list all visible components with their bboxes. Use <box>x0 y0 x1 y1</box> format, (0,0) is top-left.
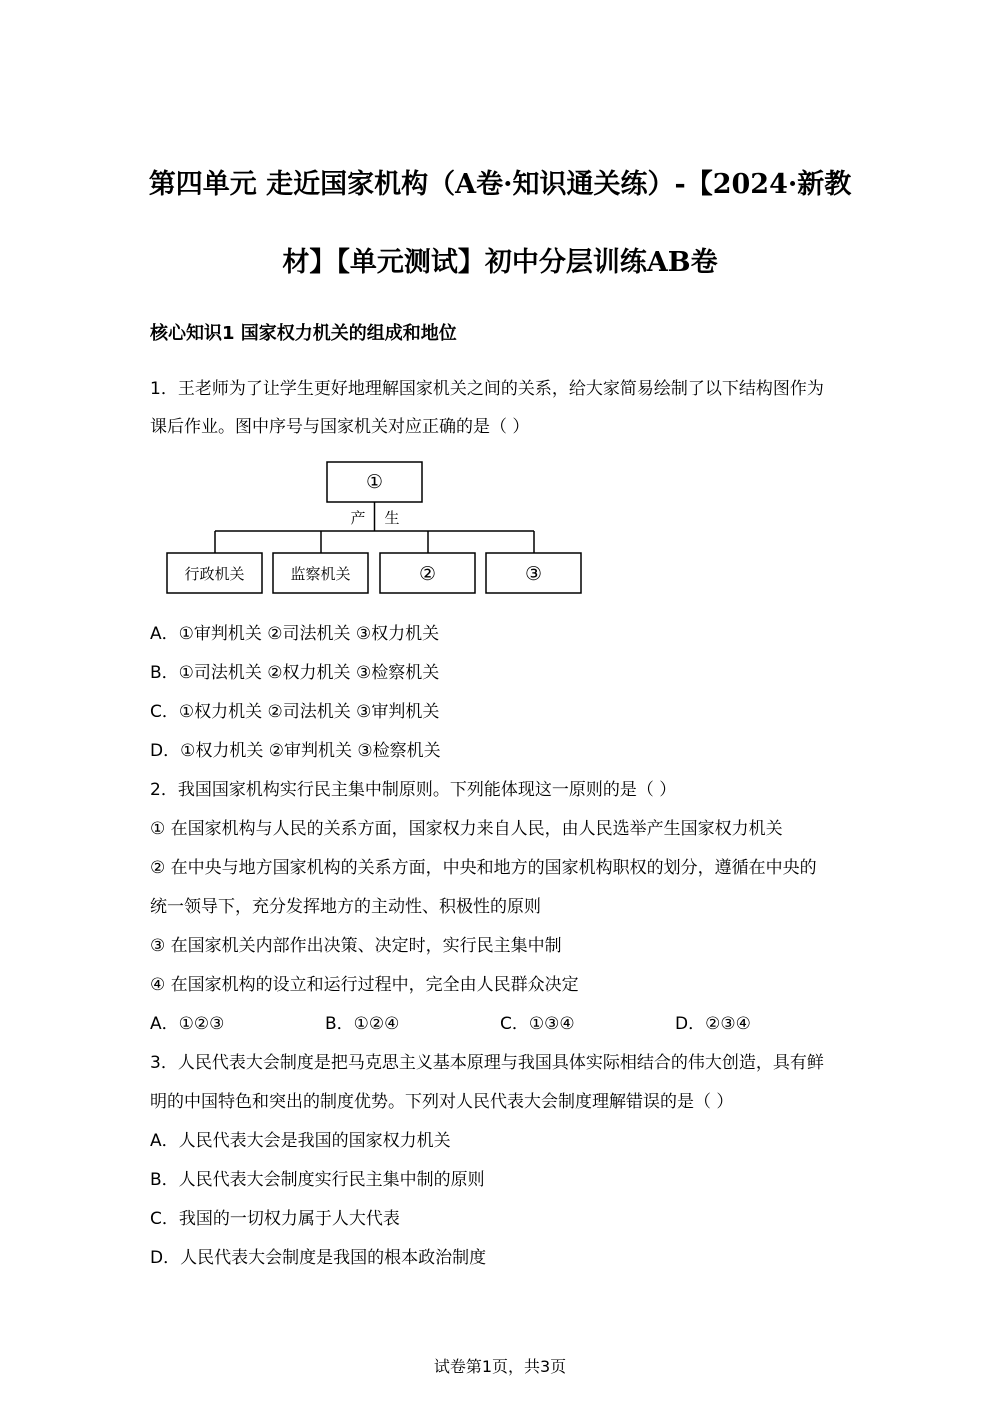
document-title-line-1: 第四单元 走近国家机构（A卷·知识通关练）-【2024·新教 <box>148 169 852 200</box>
q3-option-b: B．人民代表大会制度实行民主集中制的原则 <box>150 1170 485 1190</box>
q1-option-b: B．①司法机关 ②权力机关 ③检察机关 <box>150 663 440 683</box>
q3-option-c: C．我国的一切权力属于人大代表 <box>150 1209 400 1229</box>
diagram-label-3: ③ <box>524 563 543 585</box>
q2-statement-2: ② 在中央与地方国家机构的关系方面，中央和地方的国家机构职权的划分，遵循在中央的 <box>150 858 817 878</box>
q1-stem-line-2: 课后作业。图中序号与国家机关对应正确的是（ ） <box>150 417 530 437</box>
q2-options <box>150 1012 850 1036</box>
diagram-label-executive: 行政机关 <box>184 565 245 583</box>
q1-stem-line-1: 1．王老师为了让学生更好地理解国家机关之间的关系，给大家简易绘制了以下结构图作为 <box>150 379 824 399</box>
q2-statement-4: ④ 在国家机构的设立和运行过程中，完全由人民群众决定 <box>150 975 579 995</box>
diagram-label-supervisory: 监察机关 <box>290 565 351 583</box>
diagram-label-2: ② <box>418 563 437 585</box>
q2-statement-3: ③ 在国家机关内部作出决策、决定时，实行民主集中制 <box>150 936 562 956</box>
q3-stem-line-1: 3．人民代表大会制度是把马克思主义基本原理与我国具体实际相结合的伟大创造，具有鲜 <box>150 1053 824 1073</box>
q1-option-c: C．①权力机关 ②司法机关 ③审判机关 <box>150 702 440 722</box>
page-footer: 试卷第1页，共3页 <box>433 1357 567 1376</box>
q2-option-d: D．②③④ <box>675 1014 751 1034</box>
q3-option-d: D．人民代表大会制度是我国的根本政治制度 <box>150 1248 487 1268</box>
q2-option-a: A．①②③ <box>150 1014 225 1034</box>
org-structure-diagram <box>160 458 590 600</box>
q1-option-a: A．①审判机关 ②司法机关 ③权力机关 <box>150 624 440 644</box>
diagram-top-label: ① <box>365 471 384 493</box>
document-title-line-2: 材】【单元测试】初中分层训练AB卷 <box>282 247 718 278</box>
q3-option-a: A．人民代表大会是我国的国家权力机关 <box>150 1131 451 1151</box>
section-heading: 核心知识1 国家权力机关的组成和地位 <box>150 323 457 344</box>
q2-option-c: C．①③④ <box>500 1014 575 1034</box>
q2-statement-2-cont: 统一领导下，充分发挥地方的主动性、积极性的原则 <box>150 897 541 917</box>
q1-option-d: D．①权力机关 ②审判机关 ③检察机关 <box>150 741 441 761</box>
q2-option-b: B．①②④ <box>325 1014 400 1034</box>
q2-stem: 2．我国国家机构实行民主集中制原则。下列能体现这一原则的是（ ） <box>150 780 677 800</box>
diagram-link-right: 生 <box>384 509 400 527</box>
q3-stem-line-2: 明的中国特色和突出的制度优势。下列对人民代表大会制度理解错误的是（ ） <box>150 1092 734 1112</box>
q2-statement-1: ① 在国家机构与人民的关系方面，国家权力来自人民，由人民选举产生国家权力机关 <box>150 819 783 839</box>
diagram-link-left: 产 <box>350 509 366 527</box>
